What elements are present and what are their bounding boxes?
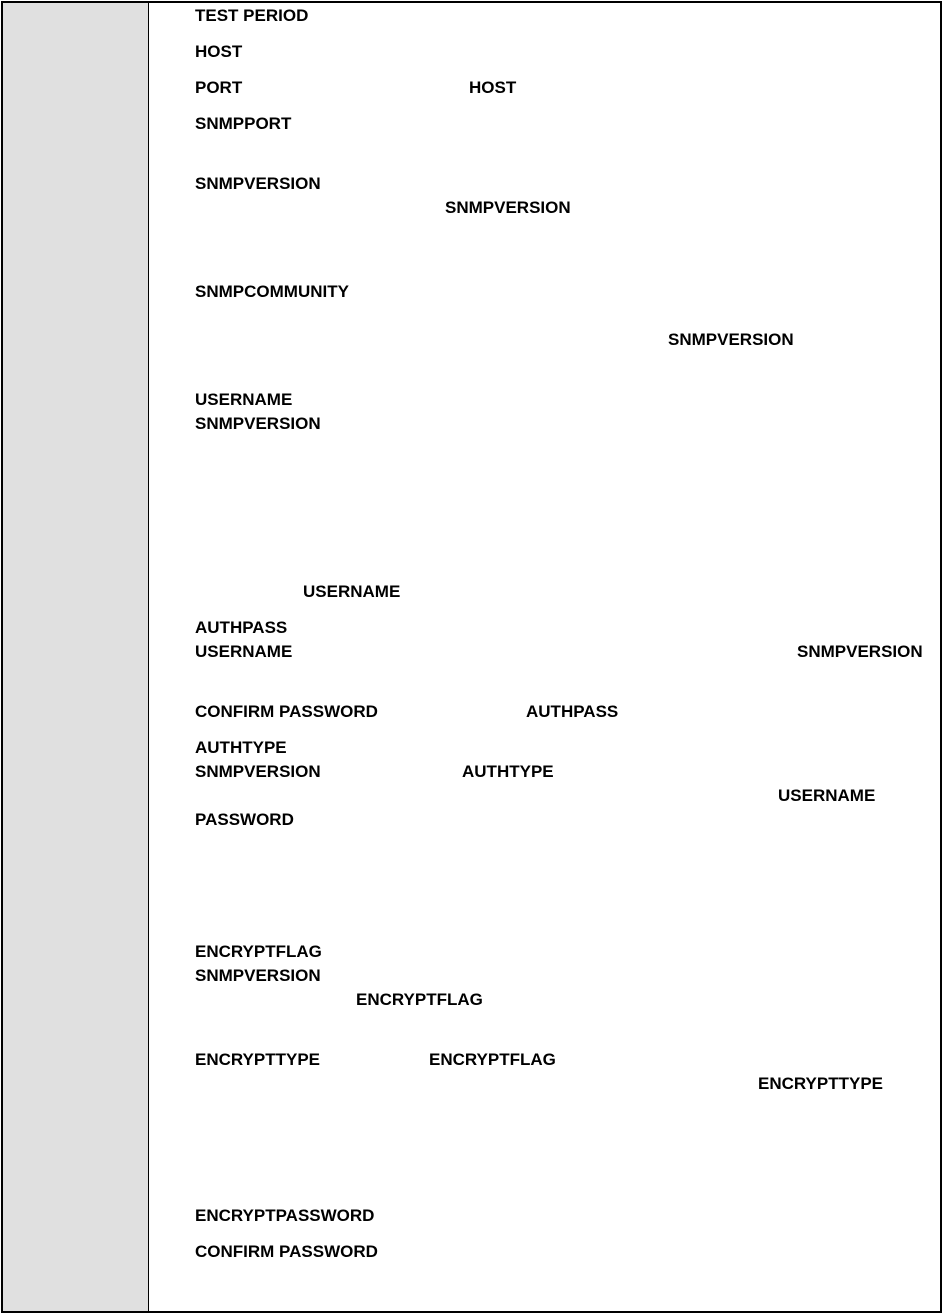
term-snmpversion-ref: SNMPVERSION (195, 414, 321, 433)
term-encryptflag-ref: ENCRYPTFLAG (356, 990, 483, 1009)
term-authtype: AUTHTYPE (195, 738, 287, 757)
term-confirm-password-2: CONFIRM PASSWORD (195, 1242, 378, 1261)
term-encryptpassword: ENCRYPTPASSWORD (195, 1206, 375, 1225)
term-host-ref: HOST (469, 78, 517, 97)
term-authtype-ref: AUTHTYPE (462, 762, 554, 781)
term-snmpversion-ref: SNMPVERSION (445, 198, 571, 217)
term-snmpversion: SNMPVERSION (195, 174, 321, 193)
term-snmpversion-ref: SNMPVERSION (195, 966, 321, 985)
parameter-name-column (3, 3, 149, 1311)
term-username-ref: USERNAME (303, 582, 401, 601)
parameter-table (1, 1, 942, 1313)
term-authpass-ref: AUTHPASS (526, 702, 619, 721)
term-snmpport: SNMPPORT (195, 114, 292, 133)
term-snmpversion-ref: SNMPVERSION (797, 642, 923, 661)
term-username: USERNAME (195, 390, 293, 409)
term-port: PORT (195, 78, 243, 97)
term-snmpversion-ref: SNMPVERSION (195, 762, 321, 781)
term-test-period: TEST PERIOD (195, 6, 309, 25)
term-encryptflag: ENCRYPTFLAG (195, 942, 322, 961)
term-host: HOST (195, 42, 243, 61)
term-password: PASSWORD (195, 810, 294, 829)
term-authpass: AUTHPASS (195, 618, 288, 637)
term-username-ref: USERNAME (195, 642, 293, 661)
term-encrypttype: ENCRYPTTYPE (195, 1050, 321, 1069)
term-snmpversion-ref: SNMPVERSION (668, 330, 794, 349)
term-encrypttype-ref: ENCRYPTTYPE (758, 1074, 884, 1093)
term-username-ref: USERNAME (778, 786, 876, 805)
term-encryptflag-ref: ENCRYPTFLAG (429, 1050, 556, 1069)
term-snmpcommunity: SNMPCOMMUNITY (195, 282, 349, 301)
term-confirm-password: CONFIRM PASSWORD (195, 702, 378, 721)
parameter-description-column (150, 3, 940, 1311)
